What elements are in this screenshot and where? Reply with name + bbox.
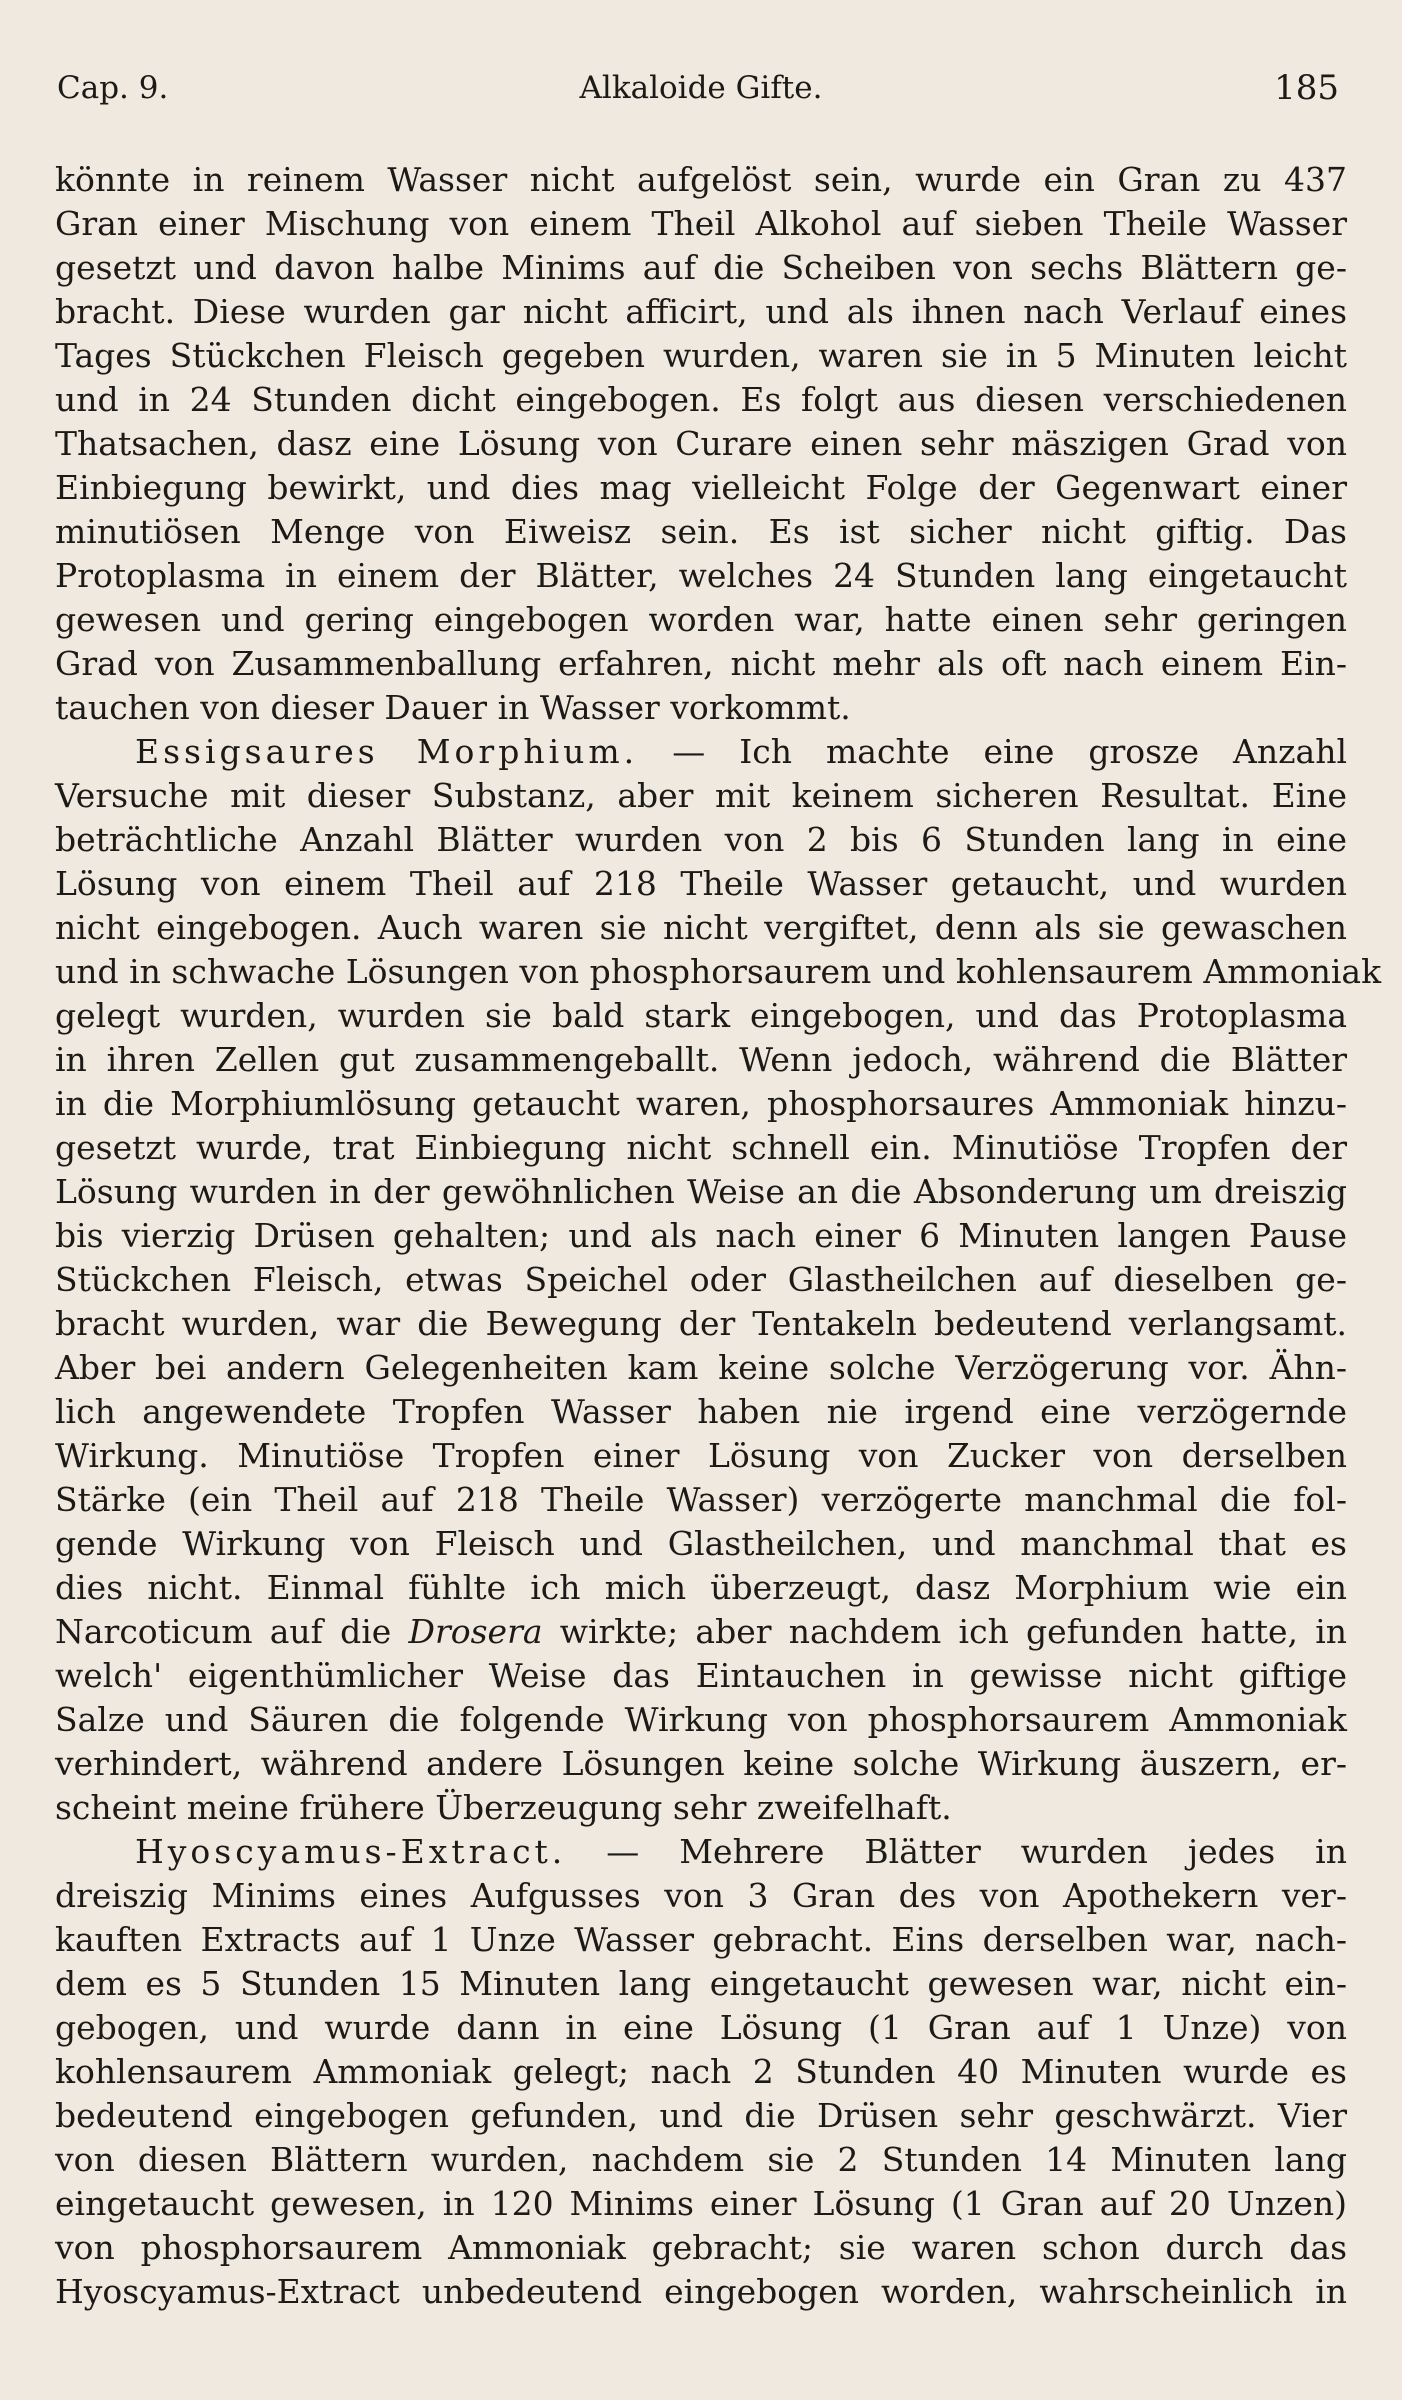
paragraph-start-line bbox=[55, 730, 1347, 774]
paragraph-start-line bbox=[55, 1830, 1347, 1874]
text-line: tauchen von dieser Dauer in Wasser vorkommt. bbox=[55, 688, 851, 727]
text-line: Tages Stückchen Fleisch gegeben wurden, waren sie in 5 Minuten leicht bbox=[55, 336, 1347, 375]
section-title-hyoscyamus-extract: Hyoscyamus-Extract. bbox=[135, 1832, 567, 1871]
text-line: gende Wirkung von Fleisch und Glastheilchen, und manchmal that es bbox=[55, 1524, 1347, 1563]
chapter-label: Cap. 9. bbox=[57, 70, 169, 106]
page-number: 185 bbox=[1274, 68, 1339, 108]
text-line: und in 24 Stunden dicht eingebogen. Es folgt aus diesen verschiedenen bbox=[55, 380, 1347, 419]
text-line: und in schwache Lösungen von phosphorsaurem und kohlensaurem Ammoniak bbox=[55, 952, 1382, 991]
genus-name-drosera: Drosera bbox=[408, 1612, 543, 1651]
text-line: Thatsachen, dasz eine Lösung von Curare einen sehr mäszigen Grad von bbox=[55, 424, 1347, 463]
text-line: Protoplasma in einem der Blätter, welches 24 Stunden lang eingetaucht bbox=[55, 556, 1347, 595]
text-line: von diesen Blättern wurden, nachdem sie 2 Stunden 14 Minuten lang bbox=[55, 2140, 1347, 2179]
text-line: Aber bei andern Gelegenheiten kam keine solche Verzögerung vor. Ähn- bbox=[55, 1348, 1347, 1387]
text-line: welch' eigenthümlicher Weise das Eintauchen in gewisse nicht giftige bbox=[55, 1656, 1347, 1695]
text-line: verhindert, während andere Lösungen keine solche Wirkung äuszern, er- bbox=[55, 1744, 1347, 1783]
text-line: dem es 5 Stunden 15 Minuten lang eingetaucht gewesen war, nicht ein- bbox=[55, 1964, 1347, 2003]
text-line: Stückchen Fleisch, etwas Speichel oder Glastheilchen auf dieselben ge- bbox=[55, 1260, 1347, 1299]
text-line: Einbiegung bewirkt, und dies mag vielleicht Folge der Gegenwart einer bbox=[55, 468, 1347, 507]
text-line: minutiösen Menge von Eiweisz sein. Es ist sicher nicht giftig. Das bbox=[55, 512, 1347, 551]
text-line: gelegt wurden, wurden sie bald stark eingebogen, und das Protoplasma bbox=[55, 996, 1347, 1035]
text-line: Hyoscyamus-Extract unbedeutend eingebogen worden, wahrscheinlich in bbox=[55, 2272, 1347, 2311]
text-line: lich angewendete Tropfen Wasser haben nie irgend eine verzögernde bbox=[55, 1392, 1347, 1431]
text-line: Gran einer Mischung von einem Theil Alkohol auf sieben Theile Wasser bbox=[55, 204, 1347, 243]
text-line: beträchtliche Anzahl Blätter wurden von 2 bis 6 Stunden lang in eine bbox=[55, 820, 1347, 859]
text-fragment: Narcoticum auf die bbox=[55, 1612, 392, 1651]
text-line: eingetaucht gewesen, in 120 Minims einer Lösung (1 Gran auf 20 Unzen) bbox=[55, 2184, 1347, 2223]
text-fragment: — Mehrere Blätter wurden jedes in bbox=[606, 1832, 1347, 1871]
text-line: dies nicht. Einmal fühlte ich mich überzeugt, dasz Morphium wie ein bbox=[55, 1568, 1347, 1607]
text-line: Lösung wurden in der gewöhnlichen Weise an die Absonderung um dreiszig bbox=[55, 1172, 1347, 1211]
running-title: Alkaloide Gifte. bbox=[579, 70, 823, 106]
text-line: kauften Extracts auf 1 Unze Wasser gebracht. Eins derselben war, nach- bbox=[55, 1920, 1347, 1959]
text-line: in ihren Zellen gut zusammengeballt. Wenn jedoch, während die Blätter bbox=[55, 1040, 1347, 1079]
text-line: Grad von Zusammenballung erfahren, nicht mehr als oft nach einem Ein- bbox=[55, 644, 1347, 683]
text-line: gewesen und gering eingebogen worden war, hatte einen sehr geringen bbox=[55, 600, 1347, 639]
text-line: Versuche mit dieser Substanz, aber mit keinem sicheren Resultat. Eine bbox=[55, 776, 1347, 815]
text-line: nicht eingebogen. Auch waren sie nicht vergiftet, denn als sie gewaschen bbox=[55, 908, 1347, 947]
text-line: dreiszig Minims eines Aufgusses von 3 Gran des von Apothekern ver- bbox=[55, 1876, 1347, 1915]
text-line: bracht wurden, war die Bewegung der Tentakeln bedeutend verlangsamt. bbox=[55, 1304, 1347, 1343]
text-fragment: — Ich machte eine grosze Anzahl bbox=[672, 732, 1347, 771]
text-line-drosera bbox=[55, 1610, 1347, 1654]
text-line: gesetzt und davon halbe Minims auf die Scheiben von sechs Blättern ge- bbox=[55, 248, 1347, 287]
text-line: kohlensaurem Ammoniak gelegt; nach 2 Stunden 40 Minuten wurde es bbox=[55, 2052, 1347, 2091]
text-line: Lösung von einem Theil auf 218 Theile Wasser getaucht, und wurden bbox=[55, 864, 1347, 903]
running-header bbox=[55, 60, 1347, 120]
text-line: Salze und Säuren die folgende Wirkung von phosphorsaurem Ammoniak bbox=[55, 1700, 1347, 1739]
text-line: scheint meine frühere Überzeugung sehr zweifelhaft. bbox=[55, 1788, 952, 1827]
section-title-essigsaures-morphium: Essigsaures Morphium. bbox=[135, 732, 639, 771]
text-line: von phosphorsaurem Ammoniak gebracht; sie waren schon durch das bbox=[55, 2228, 1347, 2267]
text-line: bis vierzig Drüsen gehalten; und als nach einer 6 Minuten langen Pause bbox=[55, 1216, 1347, 1255]
text-line: könnte in reinem Wasser nicht aufgelöst sein, wurde ein Gran zu 437 bbox=[55, 160, 1347, 199]
text-line: bracht. Diese wurden gar nicht afficirt, und als ihnen nach Verlauf eines bbox=[55, 292, 1347, 331]
text-line: in die Morphiumlösung getaucht waren, phosphorsaures Ammoniak hinzu- bbox=[55, 1084, 1347, 1123]
text-line: Stärke (ein Theil auf 218 Theile Wasser) verzögerte manchmal die fol- bbox=[55, 1480, 1347, 1519]
text-line: gebogen, und wurde dann in eine Lösung (1 Gran auf 1 Unze) von bbox=[55, 2008, 1347, 2047]
body-text bbox=[55, 158, 1382, 2314]
text-line: gesetzt wurde, trat Einbiegung nicht schnell ein. Minutiöse Tropfen der bbox=[55, 1128, 1347, 1167]
text-fragment: wirkte; aber nachdem ich gefunden hatte, in bbox=[559, 1612, 1347, 1651]
text-line: bedeutend eingebogen gefunden, und die Drüsen sehr geschwärzt. Vier bbox=[55, 2096, 1347, 2135]
text-line: Wirkung. Minutiöse Tropfen einer Lösung von Zucker von derselben bbox=[55, 1436, 1347, 1475]
